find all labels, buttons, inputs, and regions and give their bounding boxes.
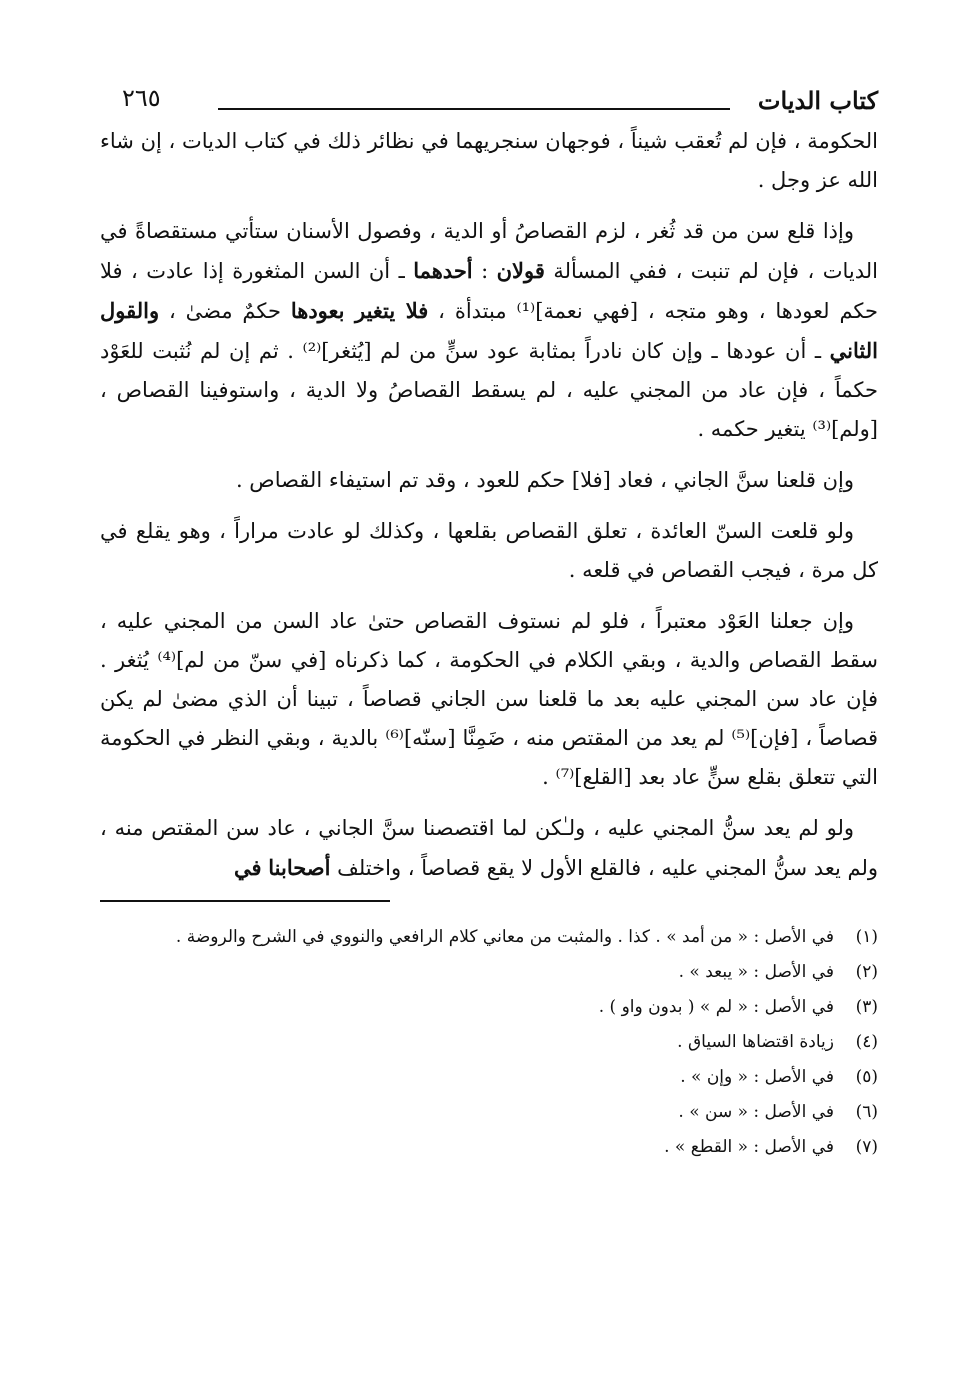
footnote (100, 990, 878, 1025)
text-run: وإن جعلنا العَوْد معتبراً ، فلو لم نستوف القصاص حتىٰ عاد السن من المجني عليه ، سقط القصاص والدية ، وبقي الكلام في الحكومة ، كما ذكرناه [في سنّ من لم]⁽⁴⁾ يُثغر . فإن عاد سن المجني عليه بعد ما قلعنا سن الجاني قصاصاً ، تبينا أن الذي مضىٰ لم يكن قصاصاً ، [فإن]⁽⁵⁾ لم يعد من المقتص منه ، ضَمِنَّا [سنّه]⁽⁶⁾ بالدية ، وبقي النظر في الحكومة التي تتعلق بقلع سنٍّ عاد بعد [القلع]⁽⁷⁾ . (100, 609, 878, 789)
footnote-number: (٣) (855, 997, 878, 1017)
chapter-title: كتاب الديات (757, 86, 878, 115)
bold-term: والقول الثاني (100, 298, 878, 363)
text-run: الحكومة ، فإن لم تُعقب شيناً ، فوجهان سنجريهما في نظائر ذلك في كتاب الديات ، إن شاء الله عز وجل . (100, 129, 878, 192)
text-run: ـ أن عودها ـ وإن كان نادراً بمثابة عود سنٍّ من لم [يُثغر]⁽²⁾ . ثم إن لم نُثبت للعَوْد حكماً ، فإن عاد من المجني عليه ، لم يسقط القصاصُ ولا الدية ، واستوفينا القصاص ، [ولم]⁽³⁾ يتغير حكمه . (100, 339, 878, 441)
footnote-separator (100, 900, 390, 902)
footnote (100, 1130, 878, 1165)
text-run: ولو لم يعد سنُّ المجني عليه ، ولـٰكن لما اقتصصنا سنَّ الجاني ، عاد سن المقتص منه ، ولم يعد سنُّ المجني عليه ، فالقلع الأول لا يقع قصاصاً ، واختلف (100, 816, 878, 880)
paragraph (100, 122, 878, 200)
footnotes (100, 920, 878, 1165)
footnote (100, 1095, 878, 1130)
bold-term: أحدهما (413, 258, 473, 283)
bold-term: أصحابنا (268, 855, 331, 880)
footnote-number: (٢) (855, 962, 878, 982)
text-run: ولو قلعت السنّ العائدة ، تعلق القصاص بقلعها ، وكذلك لو عادت مراراً ، وهو يقلع في كل مرة ، فيجب القصاص في قلعه . (100, 519, 878, 582)
page-number: ٢٦٥ (122, 84, 161, 112)
paragraph (100, 809, 878, 888)
main-text (100, 122, 878, 888)
paragraph (100, 461, 878, 500)
footnote-number: (٧) (855, 1137, 878, 1157)
footnote-number: (٦) (855, 1102, 878, 1122)
bold-term: فلا يتغير بعودها (290, 298, 429, 323)
text-run: وإذا قلع سن من قد ثُغر ، لزم القصاصُ أو الدية ، وفصول الأسنان ستأتي مستقصاةً في الديات ، فإن لم تنبت ، ففي المسألة (100, 219, 878, 283)
text-run: : (472, 259, 497, 283)
footnote (100, 955, 878, 990)
running-header (100, 70, 878, 122)
footnote-text: في الأصل : « سن » . (678, 1102, 834, 1122)
header-rule (218, 108, 730, 110)
text-run: حكمٌ مضىٰ ، (159, 299, 291, 323)
footnote (100, 1025, 878, 1060)
footnote (100, 920, 878, 955)
paragraph (100, 212, 878, 449)
paragraph (100, 512, 878, 590)
footnote-text: في الأصل : « وإن » . (680, 1067, 834, 1087)
footnote-text: زيادة اقتضاها السياق . (677, 1032, 834, 1052)
footnote-text: في الأصل : « يبعد » . (678, 962, 834, 982)
bold-term: في (234, 855, 262, 880)
text-run: وإن قلعنا سنَّ الجاني ، فعاد [فلا] حكم للعود ، وقد تم استيفاء القصاص . (235, 468, 854, 492)
footnote-text: في الأصل : « القطع » . (664, 1137, 834, 1157)
footnote (100, 1060, 878, 1095)
paragraph (100, 602, 878, 797)
footnote-number: (٤) (855, 1032, 878, 1052)
footnote-text: في الأصل : « من أمد » . كذا . والمثبت من معاني كلام الرافعي والنووي في الشرح والروضة . (175, 927, 834, 947)
book-page (100, 70, 878, 1165)
footnote-number: (٥) (855, 1067, 878, 1087)
bold-term: قولان (496, 258, 545, 283)
footnote-number: (١) (855, 927, 878, 947)
footnote-text: في الأصل : « لم » ( بدون واو ) . (598, 997, 834, 1017)
text-run: ـ أن السن المثغورة إذا عادت ، فلا حكم لعودها ، وهو متجه ، [فهي نعمة]⁽¹⁾ مبتدأة ، (100, 259, 878, 323)
